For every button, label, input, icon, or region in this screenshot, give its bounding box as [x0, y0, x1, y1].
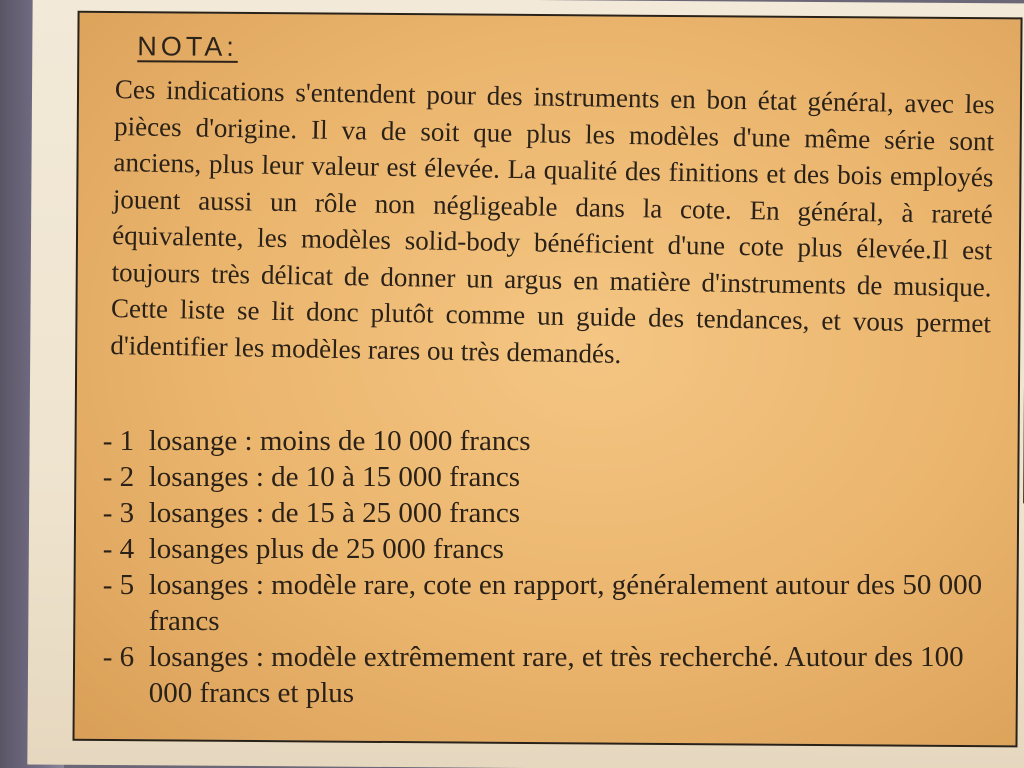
rating-marker: - 2 [102, 460, 135, 493]
rating-item-5 [103, 567, 983, 639]
rating-text: losanges : de 15 à 25 000 francs [148, 496, 520, 529]
rating-item-4 [103, 531, 983, 567]
rating-item-3 [103, 495, 983, 531]
rating-text: losanges : de 10 à 15 000 francs [148, 460, 520, 493]
rating-marker: - 5 [102, 568, 135, 601]
rating-item-2 [103, 459, 983, 495]
rating-text: losanges plus de 25 000 francs [148, 532, 504, 565]
nota-title: NOTA: [137, 31, 238, 62]
rating-text: losanges : modèle rare, cote en rapport, généralement autour des 50 000 francs [148, 568, 983, 637]
rating-marker: - 6 [102, 640, 135, 673]
rating-list [103, 423, 983, 711]
nota-paragraph: Ces indications s'entendent pour des instruments en bon état général, avec les pièces d'origine. Il va de soit que plus les modèles d'une même série sont anciens, plus leur valeur est élevée. La qualité des finitions et des bois employés jouent aussi un rôle non négligeable dans la cote. En général, à rareté équivalente, les modèles solid-body bénéficient d'une cote plus élevée.Il est toujours très délicat de donner un argus en matière d'instruments de musique. Cette liste se lit donc plutôt comme un guide des tendances, et vous permet d'identifier les modèles rares ou très demandés. [110, 74, 995, 369]
page-sheet [27, 0, 1024, 768]
rating-marker: - 3 [102, 496, 135, 529]
rating-marker: - 4 [102, 532, 135, 565]
nota-box [72, 11, 1022, 748]
rating-item-6 [103, 639, 983, 711]
rating-text: losange : moins de 10 000 francs [148, 424, 531, 457]
rating-item-1 [103, 423, 983, 459]
rating-marker: - 1 [102, 424, 135, 457]
rating-text: losanges : modèle extrêmement rare, et très recherché. Autour des 100 000 francs et plus [148, 640, 964, 709]
